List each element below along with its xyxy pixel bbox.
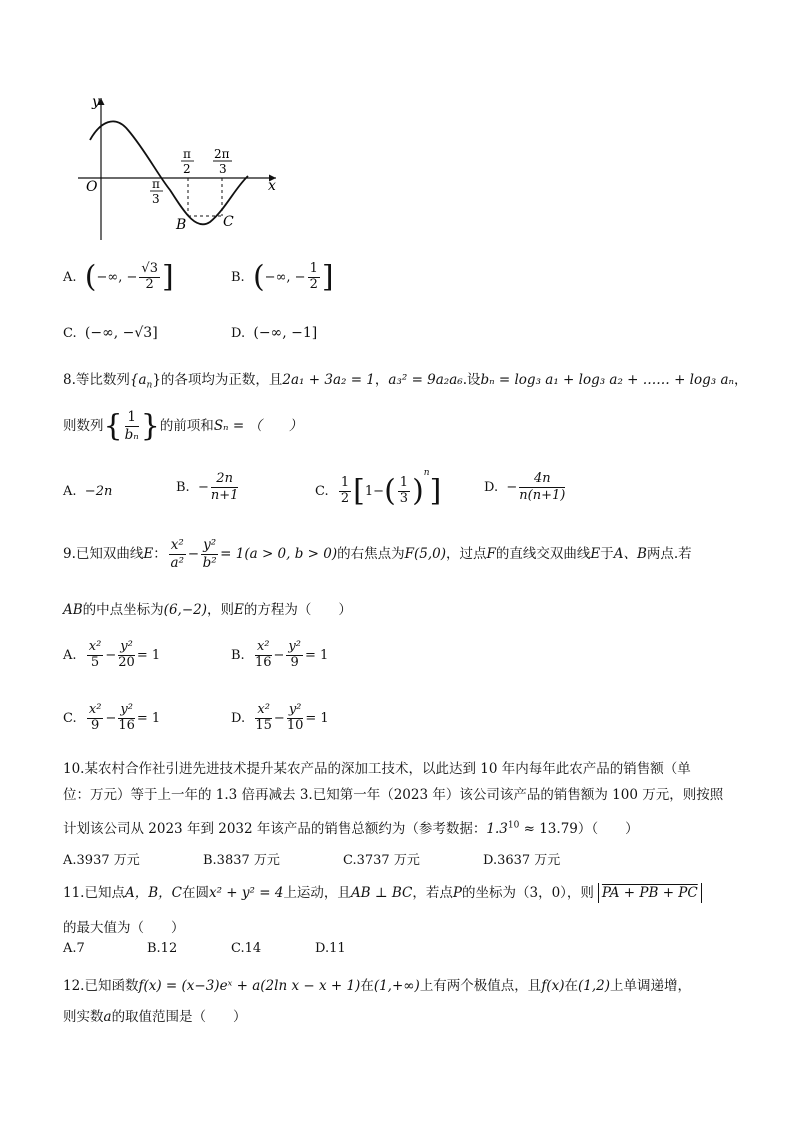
origin-label: O <box>86 179 98 195</box>
q7-option-c[interactable]: C. (−∞, −√3] <box>63 325 158 341</box>
q9-line2: AB的中点坐标为(6,−2)，则E的方程为（ ） <box>63 602 352 618</box>
q8-line1: 8.等比数列$\{a_n\}$的各项均为正数，且2a₁ + 3a₂ = 1，a₃² = 9a₂a₆.设bₙ = log₃ a₁ + log₃ a₂ + …… + log₃ aₙ， <box>63 372 748 391</box>
tick-pi2-den: 2 <box>183 162 191 176</box>
q8-option-a[interactable]: A. −2n <box>63 484 113 499</box>
tick-pi2-num: π <box>183 147 191 161</box>
point-b-label: B <box>176 217 187 233</box>
tick-2pi3-num: 2π <box>214 147 230 161</box>
tick-pi3-num: π <box>152 177 160 191</box>
q8-option-c[interactable]: C. $\frac{1}{2}$ [1−( $\frac{1}{3}$ )$^n$] <box>315 468 442 509</box>
q10-line3: 计划该公司从 2023 年到 2032 年该产品的销售总额约为（参考数据：$1.3^{10} \approx 13.79$）（ ） <box>63 820 639 837</box>
q10-option-b[interactable]: B.3837 万元 <box>203 853 280 868</box>
q10-option-c[interactable]: C.3737 万元 <box>343 853 420 868</box>
q12-line1: 12.已知函数f(x) = (x−3)eˣ + a(2ln x − x + 1)在(1,+∞)上有两个极值点，且f(x)在(1,2)上单调递增， <box>63 978 691 994</box>
y-label: y <box>92 94 100 110</box>
q11-option-a[interactable]: A.7 <box>63 941 85 956</box>
tick-2pi3-den: 3 <box>219 162 227 176</box>
q9-option-d[interactable]: D. $\frac{\text{x²}}{15}$ − $\frac{\text{y²}}{10}$ = 1 <box>231 702 329 733</box>
x-label: x <box>268 178 276 194</box>
function-graph <box>70 90 290 250</box>
q8-option-b[interactable]: B. − $\frac{2n}{n+1}$ <box>176 471 239 503</box>
q9-line1: 9.已知双曲线E： $\frac{\text{x²}}{\text{a²}}$ − $\frac{\text{y²}}{\text{b²}} = 1(a > 0$, b > 0)的右焦点为F(5,0)，过点F的直线交双曲线E于A、B两点.若 <box>63 537 692 571</box>
q11-option-b[interactable]: B.12 <box>147 941 178 956</box>
q10-line1: 10.某农村合作社引进先进技术提升某农产品的深加工技术，以此达到 10 年内每年此农产品的销售额（单 <box>63 761 691 777</box>
q8-option-d[interactable]: D. − $\frac{4n}{n(n+1)}$ <box>484 471 566 503</box>
q10-line2: 位：万元）等于上一年的 1.3 倍再减去 3.已知第一年（2023 年）该公司该产品的销售额为 100 万元，则按照 <box>63 787 724 803</box>
q11-option-c[interactable]: C.14 <box>231 941 262 956</box>
q11-line2: 的最大值为（ ） <box>63 920 185 936</box>
q9-option-b[interactable]: B. $\frac{\text{x²}}{16}$ − $\frac{\text{y²}}{9}$ = 1 <box>231 639 329 670</box>
q10-option-d[interactable]: D.3637 万元 <box>483 853 561 868</box>
q11-option-d[interactable]: D.11 <box>315 941 346 956</box>
q9-option-a[interactable]: A. $\frac{\text{x²}}{5}$ − $\frac{\text{y²}}{20}$ = 1 <box>63 639 161 670</box>
q12-line2: 则实数a的取值范围是（ ） <box>63 1009 247 1025</box>
q7-option-d[interactable]: D. (−∞, −1] <box>231 325 318 341</box>
q8-line2: 则数列{ $\frac{1}{\text{bₙ}}$}的前项和Sₙ = （ ） <box>63 408 303 444</box>
q7-option-b[interactable]: B. (−∞, − $\frac{1}{2}$ ] <box>231 259 334 295</box>
q7-option-a[interactable]: A. (−∞, − $\frac{√3}{2}$ ] <box>63 259 174 295</box>
q11-line1: 11.已知点A，B，C在圆x² + y² = 4上运动，且AB ⊥ BC，若点P的坐标为（3，0），则 PA + PB + PC <box>63 881 702 901</box>
q9-option-c[interactable]: C. $\frac{\text{x²}}{9}$ − $\frac{\text{y²}}{16}$ = 1 <box>63 702 161 733</box>
q10-option-a[interactable]: A.3937 万元 <box>63 853 140 868</box>
tick-pi3-den: 3 <box>152 192 160 206</box>
point-c-label: C <box>223 214 234 230</box>
